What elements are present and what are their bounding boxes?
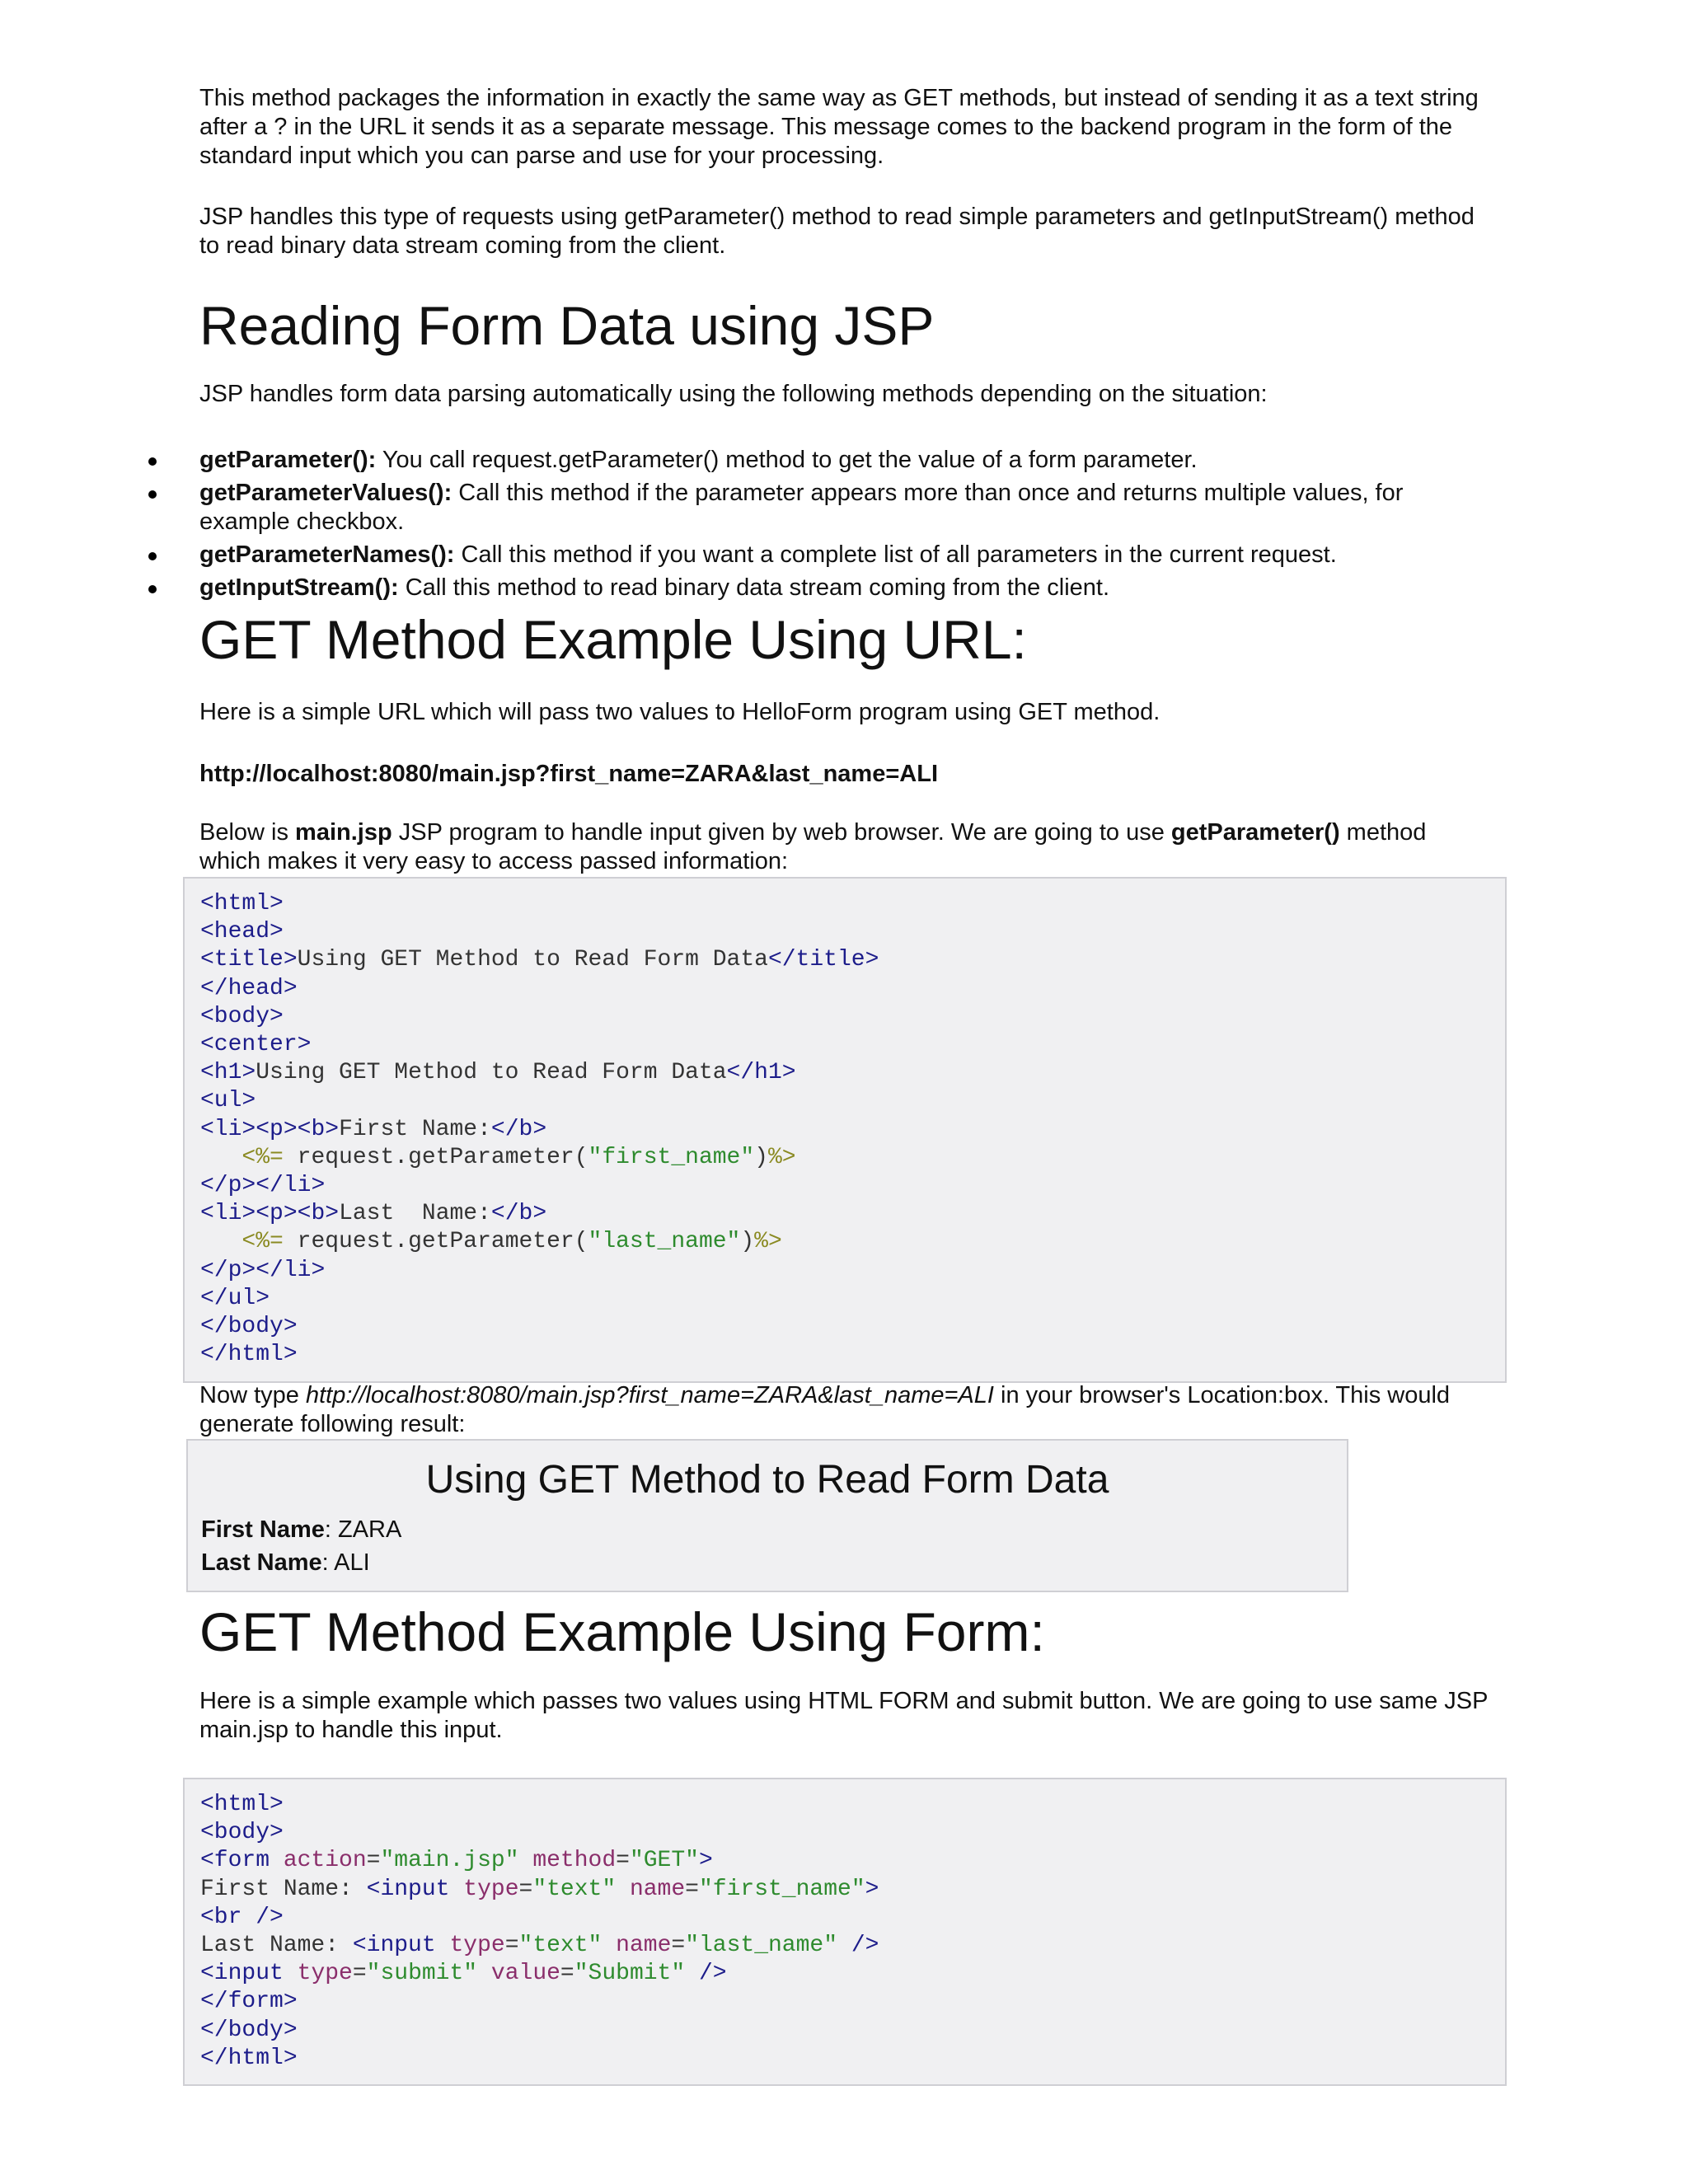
last-name-label: Last Name [201, 1549, 322, 1576]
code-line: </body> [200, 1314, 298, 1340]
code-line: <html> [200, 891, 284, 916]
code-line: Last Name: <input type="text" name="last_name" /> [200, 1933, 879, 1959]
below-method: getParameter() [1170, 819, 1340, 846]
code-line: <ul> [200, 1088, 256, 1114]
reading-intro: JSP handles form data parsing automatically using the following methods depending on the situation: [199, 381, 1268, 407]
below-post: method which makes it very easy to access passed information: [199, 819, 1427, 874]
method-name: getParameter(): [199, 447, 377, 473]
example-url: http://localhost:8080/main.jsp?first_name=ZARA&last_name=ALI [199, 761, 938, 787]
below-file: main.jsp [295, 819, 392, 846]
code-line: </html> [200, 1342, 298, 1368]
code-line: <%= request.getParameter("last_name")%> [241, 1229, 782, 1255]
heading-reading-form-data: Reading Form Data using JSP [199, 295, 935, 356]
method-item [199, 574, 1492, 602]
code-line: </ul> [200, 1285, 270, 1311]
heading-get-form: GET Method Example Using Form: [199, 1601, 1045, 1662]
result-first-name [201, 1516, 401, 1544]
intro-paragraph-1: This method packages the information in exactly the same way as GET methods, but instead of sending it as a text string after a ? in the URL it sends it as a separate message. This message comes to the backend program in the form of the standard input which you can parse and use for your processing. [199, 85, 1479, 169]
code-line: <center> [200, 1032, 312, 1058]
method-name: getParameterNames(): [199, 541, 455, 568]
heading-get-url: GET Method Example Using URL: [199, 609, 1027, 670]
result-box [186, 1439, 1348, 1592]
code-line: <title>Using GET Method to Read Form Data</title> [200, 947, 879, 973]
methods-list [199, 446, 1492, 607]
code-line: <body> [200, 1820, 284, 1846]
method-item [199, 541, 1492, 569]
now-url: http://localhost:8080/main.jsp?first_name=ZARA&last_name=ALI [305, 1382, 994, 1408]
code-line: </p></li> [200, 1257, 326, 1283]
bullet-icon [148, 552, 157, 560]
method-item [199, 446, 1492, 475]
method-name: getInputStream(): [199, 574, 399, 601]
first-name-value: : ZARA [324, 1516, 402, 1543]
code-line: <input type="submit" value="Submit" /> [200, 1961, 727, 1987]
below-paragraph [199, 818, 1492, 876]
method-desc: Call this method to read binary data stream coming from the client. [398, 574, 1110, 601]
below-pre: Below is [199, 819, 296, 846]
code-line: <li><p><b>First Name:</b> [200, 1116, 547, 1142]
code-line: </p></li> [200, 1173, 326, 1199]
bullet-icon [148, 585, 157, 593]
code-block-main-jsp [183, 877, 1507, 1383]
last-name-value: : ALI [321, 1549, 370, 1576]
code-line: <br /> [200, 1904, 284, 1930]
code-line: <h1>Using GET Method to Read Form Data</h1> [200, 1060, 796, 1086]
get-form-intro: Here is a simple example which passes two values using HTML FORM and submit button. We are going to use same JSP main.jsp to handle this input. [199, 1688, 1488, 1743]
result-last-name [201, 1549, 370, 1577]
now-type-paragraph [199, 1381, 1492, 1439]
code-line: <form action="main.jsp" method="GET"> [200, 1848, 713, 1874]
code-line: <html> [200, 1792, 284, 1817]
method-item [199, 479, 1492, 537]
code-line: <body> [200, 1003, 284, 1029]
bullet-icon [148, 457, 157, 466]
first-name-label: First Name [201, 1516, 325, 1543]
now-post: in your browser's Location:box. This would generate following result: [199, 1382, 1451, 1437]
method-desc: You call request.getParameter() method to get the value of a form parameter. [376, 447, 1198, 473]
code-line: <li><p><b>Last Name:</b> [200, 1201, 547, 1227]
result-title: Using GET Method to Read Form Data [425, 1458, 1109, 1502]
code-line: </body> [200, 2017, 298, 2043]
method-desc: Call this method if the parameter appears more than once and returns multiple values, for example checkbox. [199, 480, 1404, 535]
bullet-icon [148, 490, 157, 499]
below-mid: JSP program to handle input given by web browser. We are going to use [392, 819, 1171, 846]
get-url-intro: Here is a simple URL which will pass two values to HelloForm program using GET method. [199, 699, 1160, 725]
code-line: <%= request.getParameter("first_name")%> [241, 1144, 796, 1170]
intro-paragraph-2: JSP handles this type of requests using getParameter() method to read simple parameters and getInputStream() method to read binary data stream coming from the client. [199, 204, 1475, 259]
code-line: <head> [200, 919, 284, 945]
code-block-form-html [183, 1778, 1507, 2086]
method-name: getParameterValues(): [199, 480, 452, 506]
code-line: First Name: <input type="text" name="first_name"> [200, 1876, 879, 1902]
code-line: </form> [200, 1989, 298, 2015]
code-line: </head> [200, 975, 298, 1001]
method-desc: Call this method if you want a complete list of all parameters in the current request. [454, 541, 1337, 568]
code-line: </html> [200, 2045, 298, 2071]
now-pre: Now type [199, 1382, 306, 1408]
